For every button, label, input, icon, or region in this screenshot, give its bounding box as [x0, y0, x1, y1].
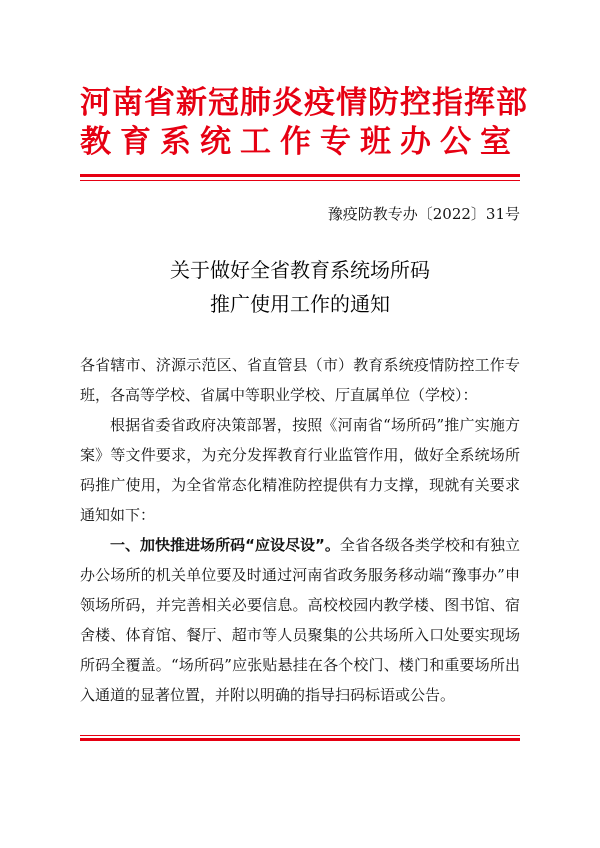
- section1-heading: 一、加快推进场所码“应设尽设”。: [110, 536, 340, 554]
- section1-paragraph: [80, 530, 520, 710]
- document-title-line1: 关于做好全省教育系统场所码: [170, 258, 430, 282]
- document-title-line2: 推广使用工作的通知: [210, 292, 390, 316]
- document-body: [80, 350, 520, 710]
- section1-text: 全省各级各类学校和有独立办公场所的机关单位要及时通过河南省政务服务移动端“豫事办”申领场所码，并完善相关必要信息。高校校园内教学楼、图书馆、宿舍楼、体育馆、餐厅、超市等人员聚集的公共场所入口处要实现场所码全覆盖。“场所码”应张贴悬挂在各个校门、楼门和重要场所出入通道的显著位置，并附以明确的指导扫码标语或公告。: [80, 536, 521, 704]
- red-divider-bottom-thick: [80, 738, 520, 741]
- issuer-header-line2: 教育系统工作专班办公室: [80, 124, 520, 160]
- red-divider-bottom-thin: [80, 735, 520, 736]
- document-number: 豫疫防教专办〔2022〕31号: [327, 205, 520, 223]
- red-divider-top-thin: [80, 180, 520, 181]
- recipients-paragraph: 各省辖市、济源示范区、省直管县（市）教育系统疫情防控工作专班，各高等学校、省属中等职业学校、厅直属单位（学校）：: [80, 356, 520, 404]
- red-divider-top-thick: [80, 174, 520, 177]
- intro-paragraph: 根据省委省政府决策部署，按照《河南省“场所码”推广实施方案》等文件要求，为充分发挥教育行业监管作用，做好全系统场所码推广使用，为全省常态化精准防控提供有力支撑，现就有关要求通知如下：: [80, 416, 520, 524]
- issuer-header-line1: 河南省新冠肺炎疫情防控指挥部: [80, 85, 528, 121]
